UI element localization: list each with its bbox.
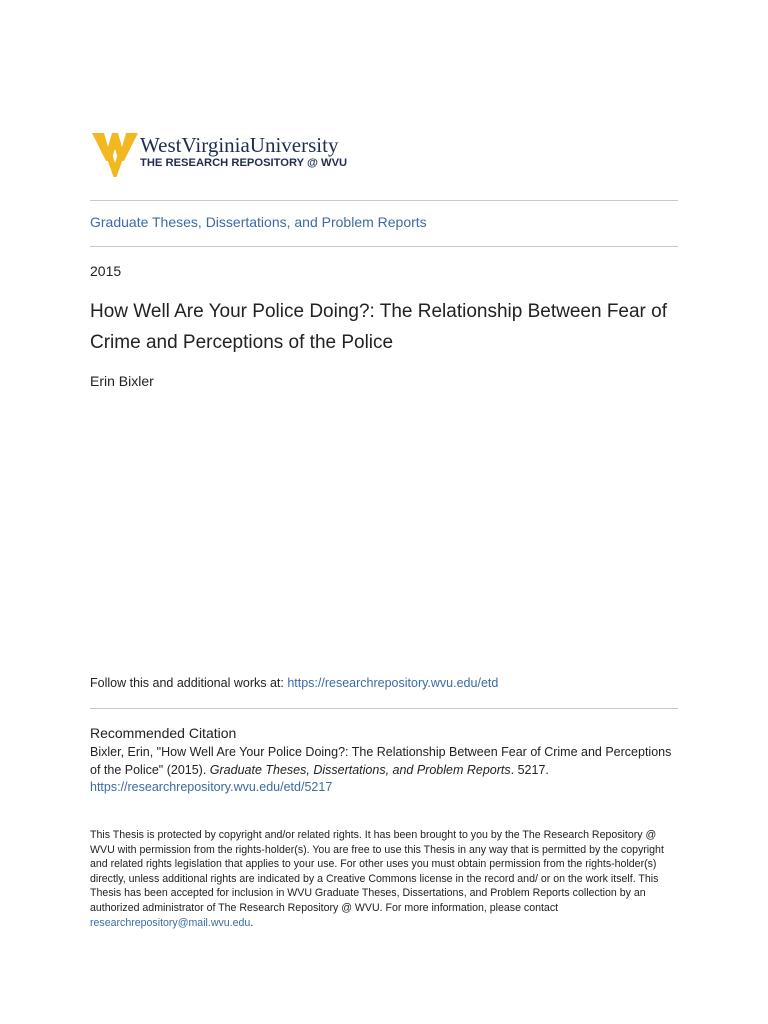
citation-text: Bixler, Erin, "How Well Are Your Police Doing?: The Relationship Between Fear of Crime and Perceptions of the Police" (2015).: [90, 745, 672, 777]
citation-block: [90, 744, 682, 797]
university-wordmark: WestVirginiaUniversity: [140, 133, 339, 157]
wvu-logo[interactable]: [92, 131, 372, 179]
divider-top: [90, 200, 678, 201]
rights-end: .: [250, 916, 254, 929]
document-title: How Well Are Your Police Doing?: The Relationship Between Fear of Crime and Perceptions of the Police: [90, 301, 668, 353]
flying-wv-logo-icon: [92, 131, 138, 177]
citation-series: Graduate Theses, Dissertations, and Problem Reports: [209, 762, 511, 777]
citation-heading: Recommended Citation: [90, 725, 237, 741]
divider-collection: [90, 246, 678, 247]
citation-link[interactable]: https://researchrepository.wvu.edu/etd/5217: [90, 780, 333, 794]
collection-link[interactable]: Graduate Theses, Dissertations, and Problem Reports: [90, 214, 427, 230]
rights-statement: [90, 828, 678, 930]
follow-line: [90, 676, 498, 690]
follow-prefix: Follow this and additional works at:: [90, 676, 288, 690]
divider-citation: [90, 708, 678, 709]
repository-name: THE RESEARCH REPOSITORY @ WVU: [140, 157, 348, 169]
rights-text: This Thesis is protected by copyright and/or related rights. It has been brought to you by the The Research Repository @ WVU with permission from the rights-holder(s). You are free to use this Thesis in any way that is permitted by the copyright and related rights legislation that applies to your use. For other uses you must obtain permission from the rights-holder(s) directly, unless additional rights are indicated by a Creative Commons license in the record and/ or on the work itself. This Thesis has been accepted for inclusion in WVU Graduate Theses, Dissertations, and Problem Reports collection by an authorized administrator of The Research Repository @ WVU. For more information, please contact: [90, 829, 664, 914]
publication-year: 2015: [90, 263, 122, 279]
citation-number: . 5217.: [510, 762, 549, 777]
repository-link[interactable]: https://researchrepository.wvu.edu/etd: [287, 676, 499, 690]
author-name: Erin Bixler: [90, 373, 154, 389]
contact-email-link[interactable]: researchrepository@mail.wvu.edu: [90, 916, 251, 929]
